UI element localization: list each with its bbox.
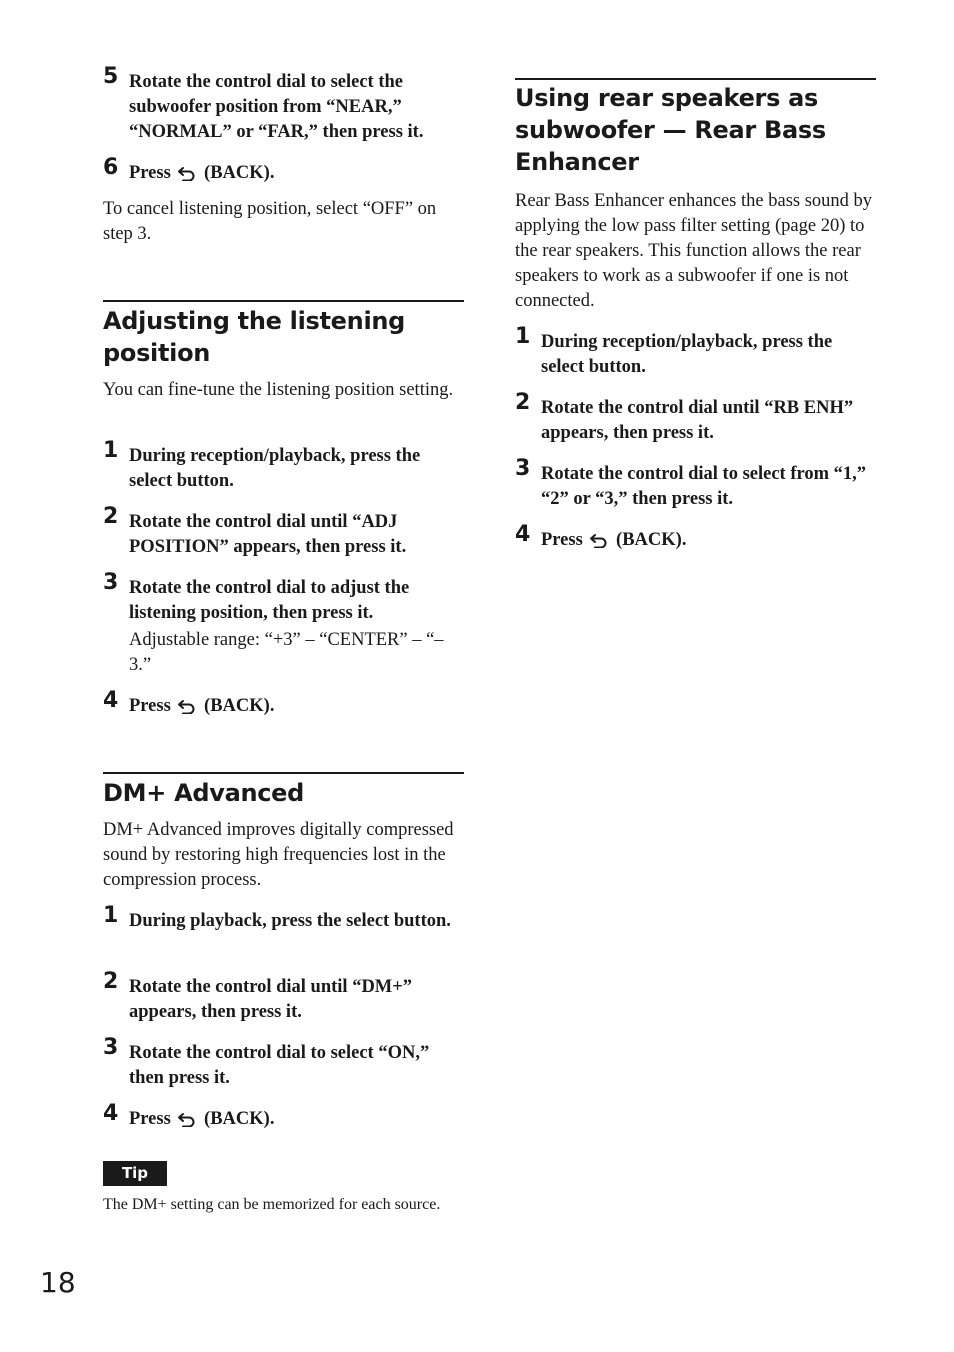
step-text-pre: Press [129, 696, 171, 716]
step-text: Rotate the control dial to select “ON,” then press it. [129, 1043, 430, 1088]
back-icon [177, 1111, 197, 1127]
step-text: Rotate the control dial to select from “1,” “2” or “3,” then press it. [541, 464, 867, 509]
step-text: Rotate the control dial until “DM+” appears, then press it. [129, 977, 413, 1022]
step-number: 2 [515, 390, 531, 415]
page-number: 18 [40, 1266, 76, 1299]
cancel-note: To cancel listening position, select “OFF” on step 3. [103, 199, 437, 244]
section-intro: DM+ Advanced improves digitally compressed sound by restoring high frequencies lost in the compression process. [103, 820, 454, 890]
step-text: Rotate the control dial to adjust the listening position, then press it. [129, 578, 410, 623]
step-1 [103, 438, 464, 494]
step-4 [103, 1101, 464, 1132]
step-number: 4 [103, 1101, 119, 1126]
step-3 [103, 1035, 464, 1091]
back-icon [177, 165, 197, 181]
step-text-post: (BACK). [204, 163, 275, 183]
section-rule [103, 300, 464, 302]
section-rule [515, 78, 876, 80]
step-number: 2 [103, 504, 119, 529]
tip-text: The DM+ setting can be memorized for each source. [103, 1196, 441, 1213]
step-number: 4 [103, 688, 119, 713]
step-number: 1 [103, 903, 119, 928]
step-2 [103, 969, 464, 1025]
step-text: During reception/playback, press the select button. [541, 332, 833, 377]
step-3 [515, 456, 876, 512]
step-number: 3 [103, 1035, 119, 1060]
step-1 [103, 903, 464, 934]
step-text-post: (BACK). [204, 1109, 275, 1129]
step-text: During reception/playback, press the select button. [129, 446, 421, 491]
step-number: 6 [103, 155, 119, 180]
section-title-dm: DM+ Advanced [103, 779, 305, 807]
step-text: Rotate the control dial to select the subwoofer position from “NEAR,” “NORMAL” or “FAR,” then press it. [129, 72, 424, 142]
step-number: 5 [103, 64, 119, 89]
step-text-post: (BACK). [204, 696, 275, 716]
step-4 [515, 522, 876, 553]
step-text-post: (BACK). [616, 530, 687, 550]
section-title-adjusting: Adjusting the listening position [103, 307, 406, 367]
step-text-pre: Press [129, 1109, 171, 1129]
section-rule [103, 772, 464, 774]
step-number: 4 [515, 522, 531, 547]
step-number: 1 [103, 438, 119, 463]
section-intro: Rear Bass Enhancer enhances the bass sound by applying the low pass filter setting (page 20) to the rear speakers. This function allows the rear speakers to work as a subwoofer if one is not connected. [515, 191, 873, 311]
step-1 [515, 324, 876, 380]
back-icon [589, 532, 609, 548]
tip-label: Tip [103, 1161, 167, 1186]
step-number: 2 [103, 969, 119, 994]
step-text: Rotate the control dial until “ADJ POSITION” appears, then press it. [129, 512, 407, 557]
step-2 [103, 504, 464, 560]
step-number: 1 [515, 324, 531, 349]
step-5 [103, 64, 464, 145]
step-text: During playback, press the select button. [129, 911, 451, 931]
back-icon [177, 698, 197, 714]
step-number: 3 [515, 456, 531, 481]
step-text: Rotate the control dial until “RB ENH” appears, then press it. [541, 398, 854, 443]
step-3 [103, 570, 464, 678]
section-title-rear-bass: Using rear speakers as subwoofer — Rear Bass Enhancer [515, 84, 826, 176]
section-intro: You can fine-tune the listening position setting. [103, 380, 454, 400]
step-text-pre: Press [541, 530, 583, 550]
step-subtext: Adjustable range: “+3” – “CENTER” – “–3.” [129, 630, 444, 675]
step-4 [103, 688, 464, 719]
step-2 [515, 390, 876, 446]
step-6 [103, 155, 464, 186]
step-number: 3 [103, 570, 119, 595]
step-text-pre: Press [129, 163, 171, 183]
